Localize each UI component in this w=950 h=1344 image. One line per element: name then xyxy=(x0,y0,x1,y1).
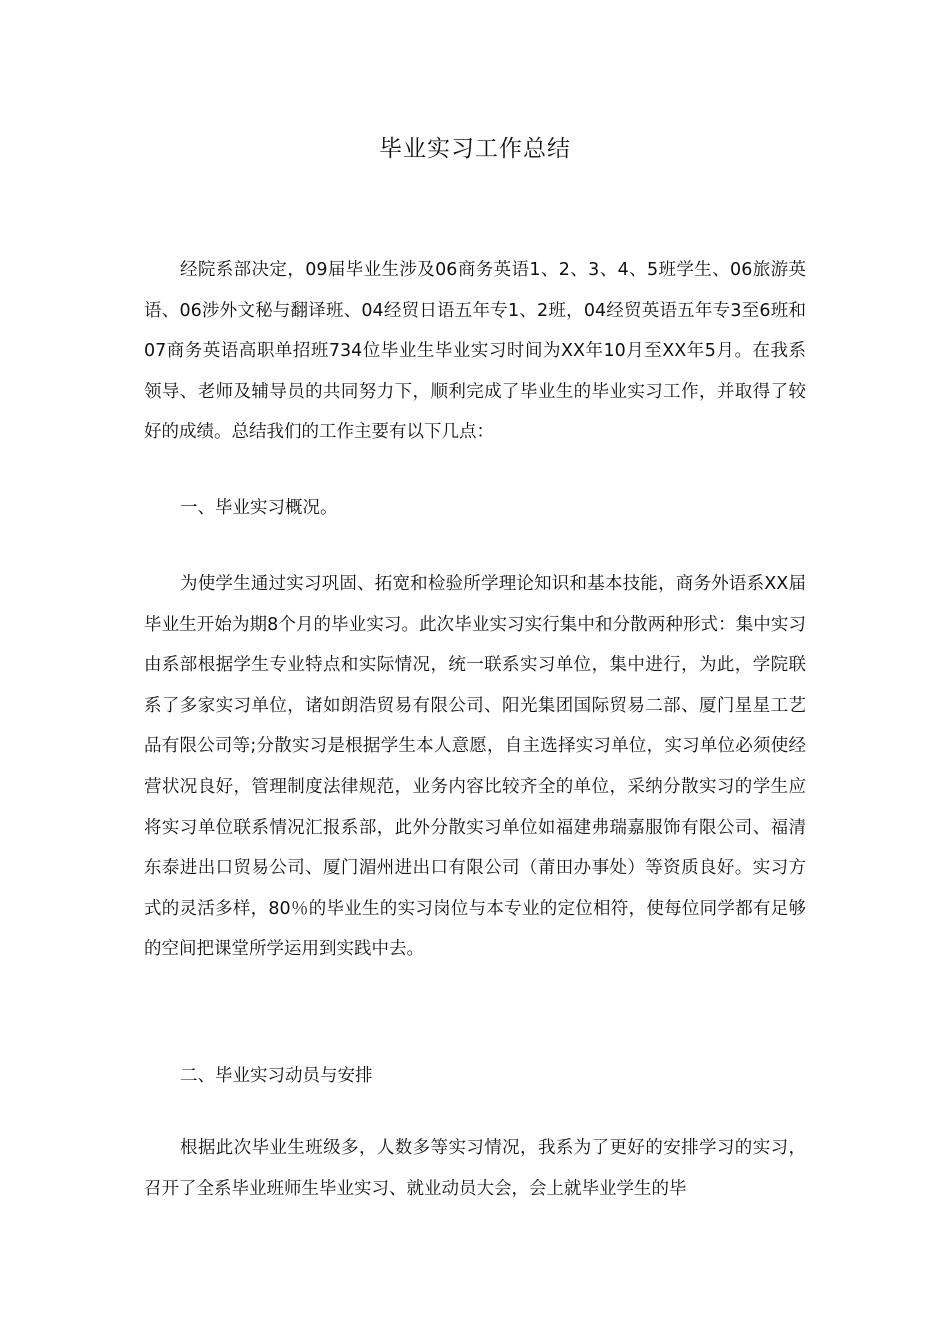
section-1-paragraph: 为使学生通过实习巩固、拓宽和检验所学理论知识和基本技能，商务外语系XX届毕业生开始为期8个月的毕业实习。此次毕业实习实行集中和分散两种形式：集中实习由系部根据学生专业特点和实际情况，统一联系实习单位，集中进行，为此，学院联系了多家实习单位，诸如朗浩贸易有限公司、阳光集团国际贸易二部、厦门星星工艺品有限公司等;分散实习是根据学生本人意愿，自主选择实习单位，实习单位必须使经营状况良好，管理制度法律规范，业务内容比较齐全的单位，采纳分散实习的学生应将实习单位联系情况汇报系部，此外分散实习单位如福建弗瑞嘉服饰有限公司、福清东泰进出口贸易公司、厦门湄州进出口有限公司（莆田办事处）等资质良好。实习方式的灵活多样，80％的毕业生的实习岗位与本专业的定位相符，使每位同学都有足够的空间把课堂所学运用到实践中去。 xyxy=(144,574,806,960)
section-2-paragraph: 根据此次毕业生班级多，人数多等实习情况，我系为了更好的安排学习的实习，召开了全系毕业班师生毕业实习、就业动员大会，会上就毕业学生的毕 xyxy=(144,1138,806,1199)
section-2-heading: 二、毕业实习动员与安排 xyxy=(180,1066,373,1086)
intro-paragraph: 经院系部决定，09届毕业生涉及06商务英语1、2、3、4、5班学生、06旅游英语、06涉外文秘与翻译班、04经贸日语五年专1、2班，04经贸英语五年专3至6班和07商务英语高职单招班734位毕业生毕业实习时间为XX年10月至XX年5月。在我系领导、老师及辅导员的共同努力下，顺利完成了毕业生的毕业实习工作，并取得了较好的成绩。总结我们的工作主要有以下几点： xyxy=(144,260,806,443)
document-title: 毕业实习工作总结 xyxy=(379,136,571,162)
section-1-heading: 一、毕业实习概况。 xyxy=(180,498,338,518)
